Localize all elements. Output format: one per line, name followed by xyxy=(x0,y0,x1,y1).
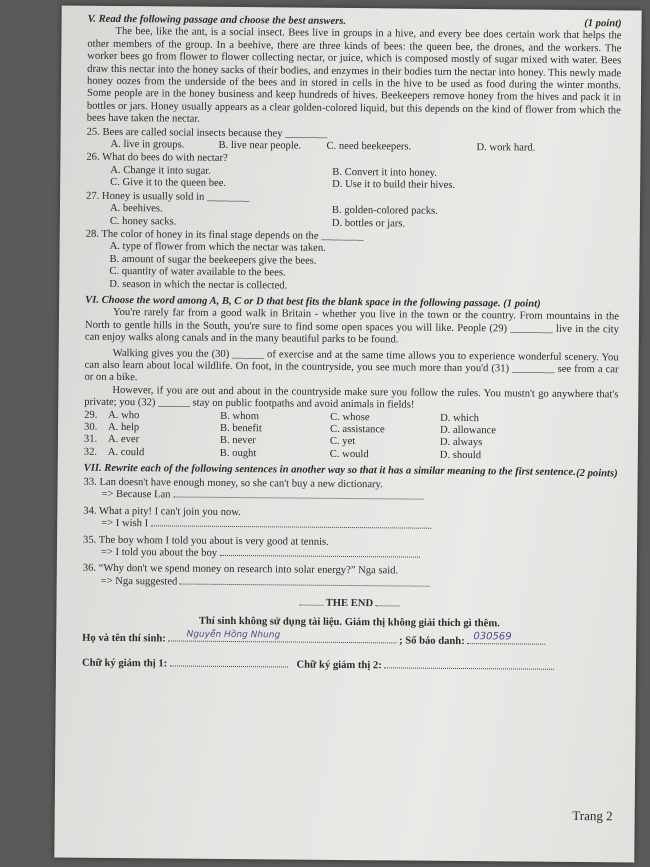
section-6-title: VI. Choose the word among A, B, C or D that best fits the blank space in the following passage. xyxy=(85,294,501,310)
exam-content xyxy=(82,14,622,675)
section-6-paragraph-1: You're rarely far from a good walk in Britain - whether you live in the town or the country. From mountains in the North to gentle hills in the South, you're sure to find some open spaces you will like. People (29) ________ live in the city can enjoy walks along canals and in the many beautiful parks to be found. xyxy=(84,307,620,346)
question-28: 28. The color of honey in its final stage depends on the ________ xyxy=(85,228,364,243)
option-a: A. who xyxy=(108,409,140,421)
option-b: B. golden-colored packs. xyxy=(331,204,438,217)
question-36: 36. “Why don't we spend money on research into solar energy?” Nga said. xyxy=(82,563,399,577)
section-6-paragraph-3: However, if you are out and about in the countryside make sure you follow the rules. You mustn't go anywhere that's private; you (32) ______ stay on public footpaths and avoid animals in fields! xyxy=(84,384,619,411)
option-c: C. whose xyxy=(330,411,370,423)
candidate-name-field[interactable] xyxy=(168,629,396,644)
question-28-options xyxy=(109,241,619,295)
option-a: A. ever xyxy=(107,434,140,446)
option-a: A. live in groups. xyxy=(110,138,185,151)
option-c: C. would xyxy=(329,448,369,460)
section-7-title: VII. Rewrite each of the following sentences in another way so that it has a similar meaning to the first sentence. xyxy=(83,462,576,479)
answer-33-blank[interactable] xyxy=(173,497,423,500)
option-b: B. amount of sugar the beekeepers give the bees. xyxy=(109,253,317,267)
exam-sheet xyxy=(54,5,641,862)
option-d: D. Use it to build their hives. xyxy=(332,179,456,192)
number: 30. xyxy=(84,421,98,433)
page-number: Trang 2 xyxy=(572,807,613,824)
option-d: D. season in which the nectar is collected. xyxy=(109,278,288,291)
answer-34-start: => I wish I xyxy=(101,518,149,530)
exam-note: Thí sinh không sử dụng tài liệu. Giám thị không giải thích gì thêm. xyxy=(198,615,500,630)
option-b: B. ought xyxy=(219,447,257,460)
question-27-options xyxy=(110,203,620,232)
option-b: B. benefit xyxy=(219,422,262,435)
answer-34-blank[interactable] xyxy=(151,526,431,529)
section-5-title: V. Read the following passage and choose the best answers. xyxy=(87,13,347,27)
the-end-text: THE END xyxy=(325,598,374,610)
question-26-options xyxy=(110,165,620,194)
option-d: D. always xyxy=(439,437,483,449)
option-d: D. bottles or jars. xyxy=(331,217,406,229)
option-d: D. should xyxy=(439,449,482,461)
section-6-points: (1 point) xyxy=(503,298,541,310)
answer-35-start: => I told you about the boy xyxy=(100,546,218,559)
question-34: 34. What a pity! I can't join you now. xyxy=(83,505,241,518)
candidate-number-label: ; Số báo danh: xyxy=(399,635,465,648)
option-d: D. which xyxy=(440,412,480,424)
the-end-marker xyxy=(82,596,616,613)
answer-36-start: => Nga suggested xyxy=(100,575,178,588)
section-5-passage: The bee, like the ant, is a social insect. Bees live in groups in a hive, and every bee does certain work that helps the other members of the group. In a beehive, there are three kinds of bees: the queen bee, the drones, and the workers. The worker bees go from flower to flower collecting nectar, or juice, which is composed mostly of sugar mixed with water. Bees draw this nectar into the honey sacks of their bodies, and enzymes in their bodies turn the nectar into honey. This newly made honey oozes from the underside of the bees and in stored in cells in the hive to be used as food during the winter months. Some people are in the honey business and keep hundreds of hives. Beekeepers remove honey from the hives and pack it in bottles or jars. Honey usually appears as a clear golden-colored liquid, but this depends on the kind of flower from which the bees have taken the nectar. xyxy=(86,26,622,125)
candidate-name-label: Họ và tên thí sinh: xyxy=(82,632,166,645)
option-d: D. work hard. xyxy=(476,142,536,154)
option-b: B. whom xyxy=(220,410,260,422)
candidate-number-handwriting: 030569 xyxy=(473,630,512,643)
option-a: A. type of flower from which the nectar was taken. xyxy=(109,241,326,255)
option-c: C. Give it to the queen bee. xyxy=(110,177,227,190)
answer-35-blank[interactable] xyxy=(220,555,420,558)
proctor-1-label: Chữ ký giám thị 1: xyxy=(81,657,168,669)
option-c: C. quantity of water available to the bees. xyxy=(109,266,286,279)
option-d: D. allowance xyxy=(439,424,496,437)
question-27: 27. Honey is usually sold in ________ xyxy=(86,190,250,203)
number: 31. xyxy=(83,434,98,446)
answer-36-blank[interactable] xyxy=(180,583,430,586)
section-5-points: (1 point) xyxy=(584,18,622,30)
proctor-signature-row xyxy=(82,657,616,674)
number: 29. xyxy=(84,409,98,421)
question-35: 35. The boy whom I told you about is very good at tennis. xyxy=(83,534,329,548)
candidate-number-field[interactable] xyxy=(467,630,545,645)
number: 32. xyxy=(83,446,98,458)
proctor-2-signature-field[interactable] xyxy=(384,667,554,669)
question-25: 25. Bees are called social insects because they ________ xyxy=(86,126,328,140)
rule-left xyxy=(299,605,323,606)
section-7-points: (2 points) xyxy=(576,467,618,479)
proctor-1-signature-field[interactable] xyxy=(170,665,288,667)
option-b: B. never xyxy=(219,435,256,447)
option-b: B. Convert it into honey. xyxy=(332,166,437,179)
option-a: A. Change it into sugar. xyxy=(110,164,211,177)
candidate-name-handwriting: Nguyễn Hồng Nhung xyxy=(186,629,281,641)
option-a: A. beehives. xyxy=(109,203,163,215)
rule-right xyxy=(376,606,400,607)
option-b: B. live near people. xyxy=(218,139,302,152)
question-26: 26. What do bees do with nectar? xyxy=(86,152,228,165)
option-c: C. honey sacks. xyxy=(109,215,177,227)
answer-33-start: => Because Lan xyxy=(101,489,171,501)
question-33: 33. Lan doesn't have enough money, so she can't buy a new dictionary. xyxy=(83,476,383,491)
proctor-2-label: Chữ ký giám thị 2: xyxy=(296,659,382,671)
option-c: C. need beekeepers. xyxy=(326,140,412,153)
option-c: C. assistance xyxy=(329,423,385,436)
candidate-info-row xyxy=(82,629,616,650)
option-a: A. help xyxy=(108,421,140,434)
option-a: A. could xyxy=(107,446,145,459)
section-6-paragraph-2: Walking gives you the (30) ______ of exercise and at the same time allows you to experience wonderful scenery. You can also learn about local wildlife. On foot, in the countryside, you see much more than you'd (31) ________ see from a car or on a bike. xyxy=(84,347,619,384)
option-c: C. yet xyxy=(329,436,356,448)
